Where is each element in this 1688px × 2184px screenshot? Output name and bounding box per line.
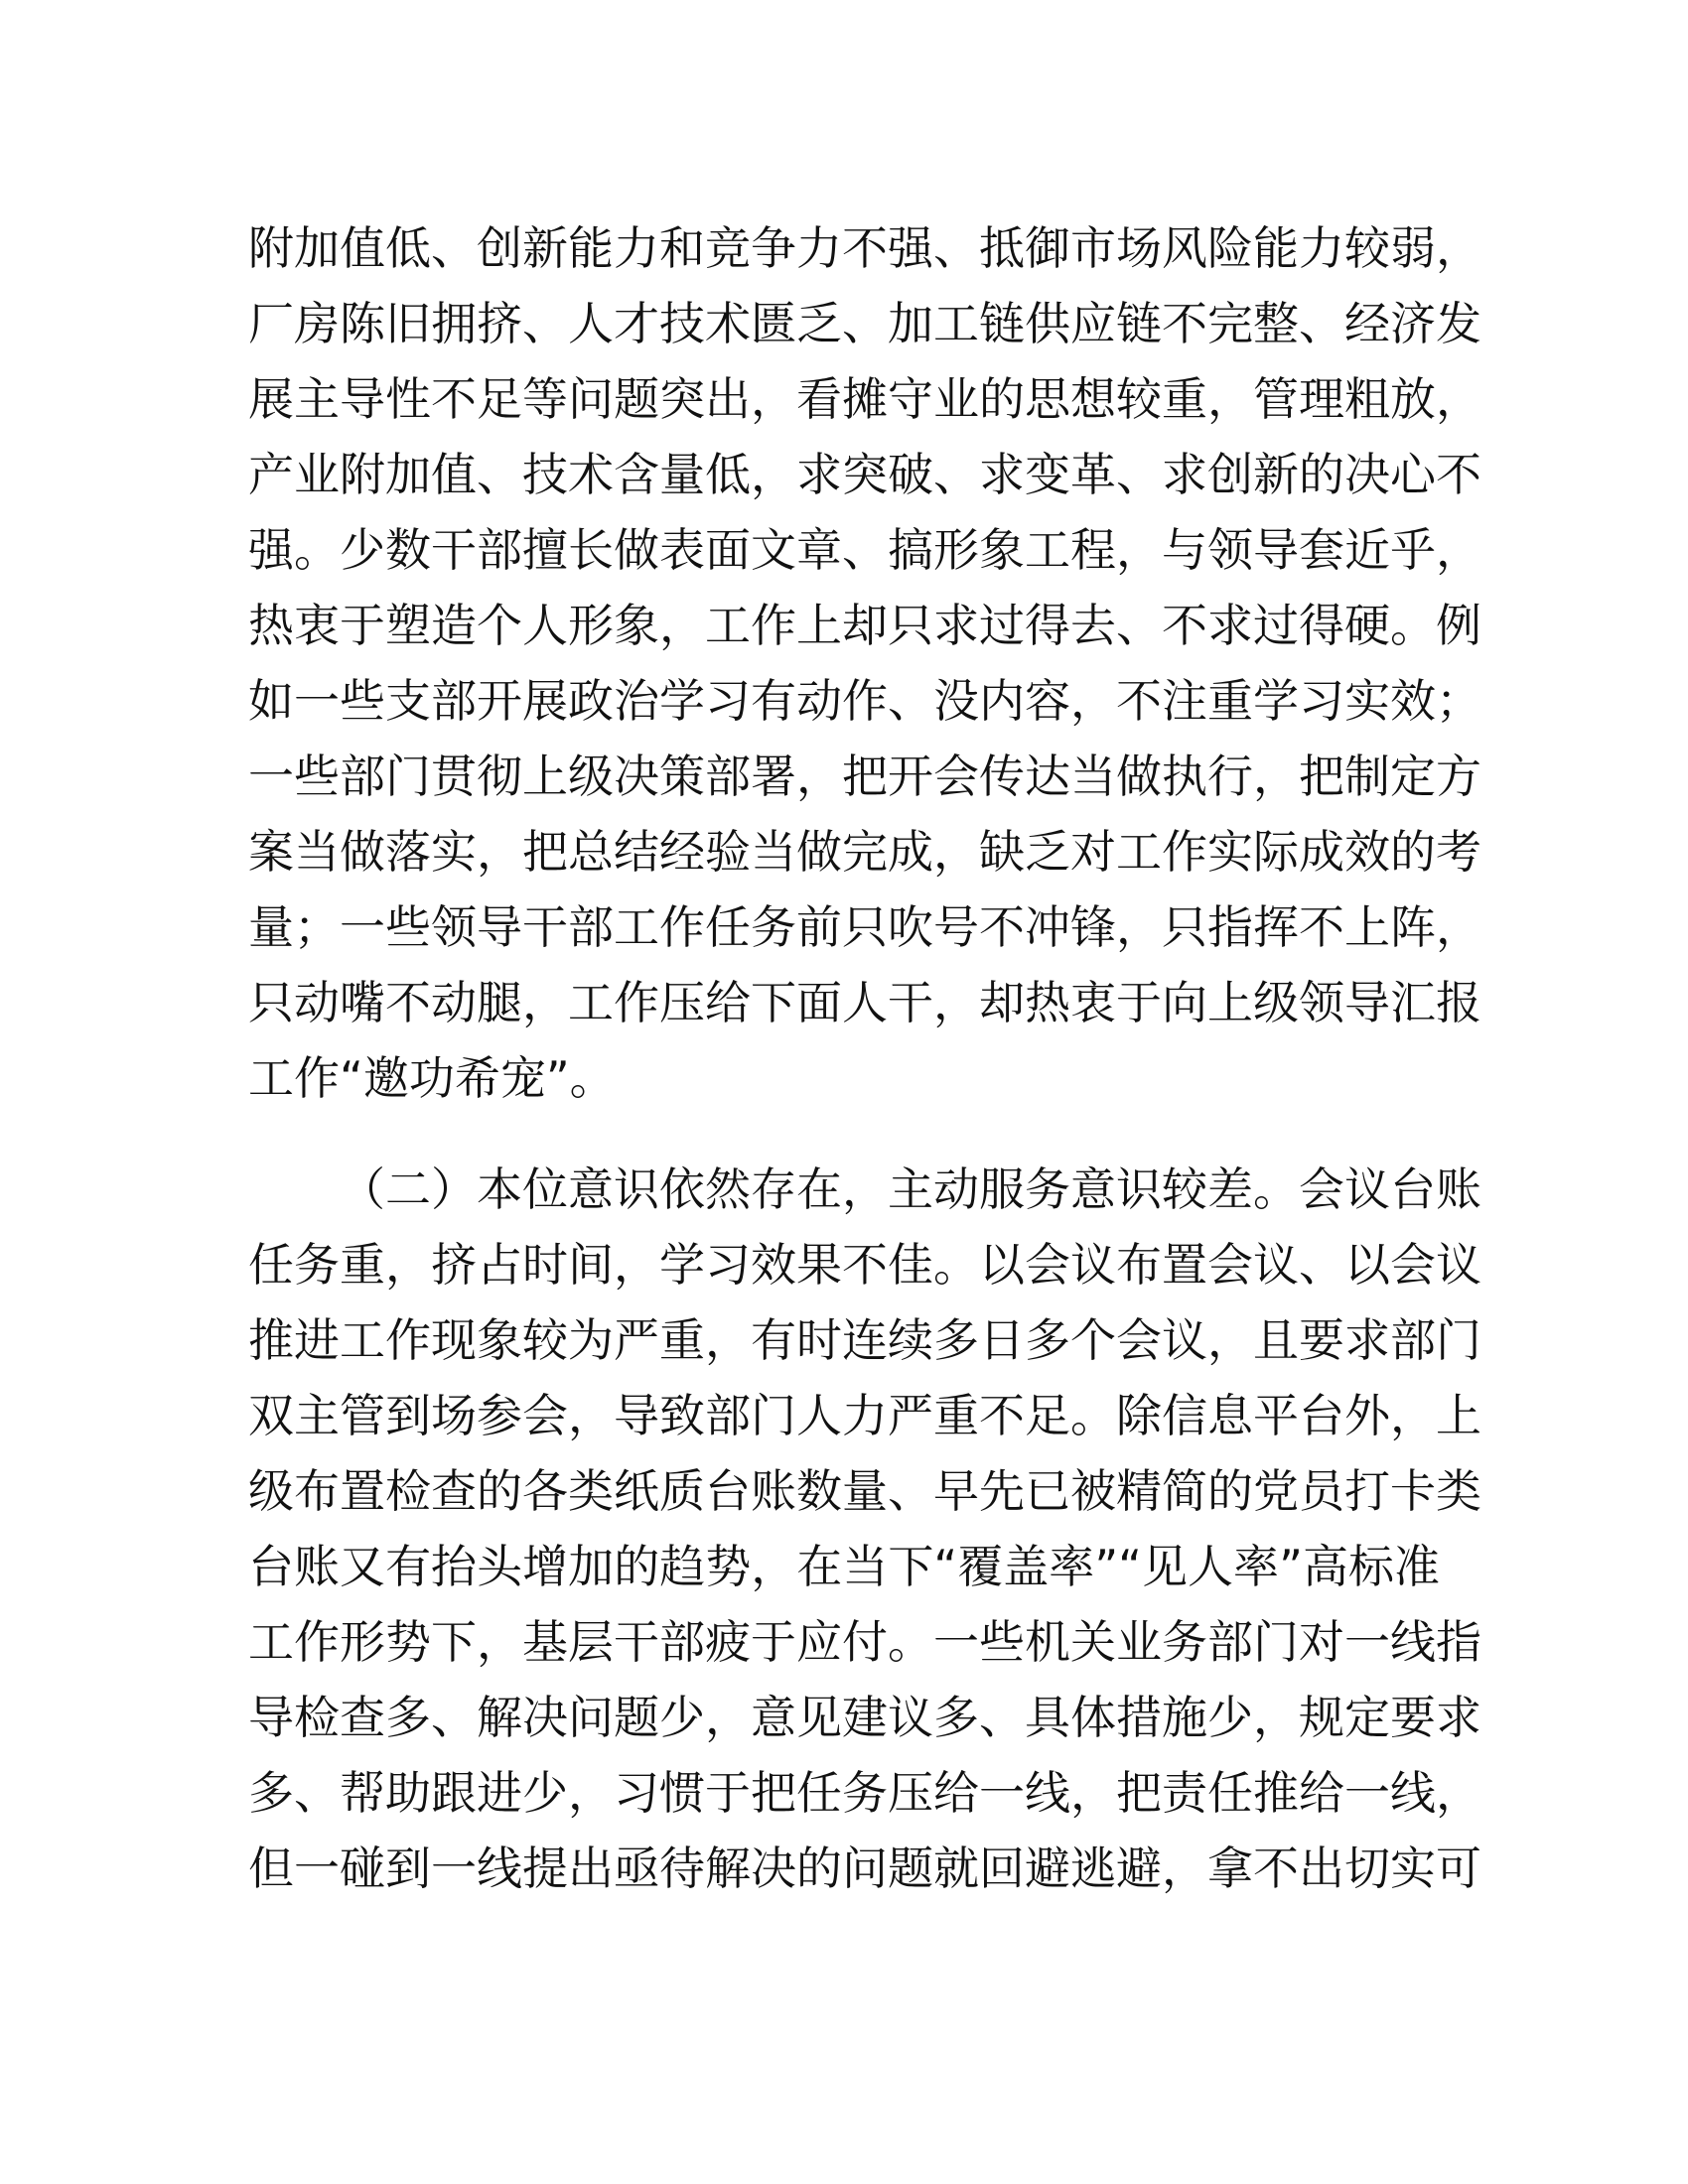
paragraph-line: 台账又有抬头增加的趋势，在当下“覆盖率”“见人率”高标准: [248, 1540, 1440, 1593]
paragraph-line: 但一碰到一线提出亟待解决的问题就回避逃避，拿不出切实可: [248, 1842, 1481, 1895]
paragraph-line: 推进工作现象较为严重，有时连续多日多个会议，且要求部门: [248, 1313, 1481, 1367]
paragraph-line: 量；一些领导干部工作任务前只吹号不冲锋，只指挥不上阵，: [248, 900, 1481, 954]
paragraph-line: 案当做落实，把总结经验当做完成，缺乏对工作实际成效的考: [248, 825, 1481, 879]
paragraph-line: 只动嘴不动腿，工作压给下面人干，却热衷于向上级领导汇报: [248, 976, 1481, 1029]
paragraph-line: 强。少数干部擅长做表面文章、搞形象工程，与领导套近乎，: [248, 523, 1481, 577]
paragraph-2: [248, 1152, 1481, 1906]
paragraph-line: 热衷于塑造个人形象，工作上却只求过得去、不求过得硬。例: [248, 599, 1481, 652]
paragraph-line: 一些部门贯彻上级决策部署，把开会传达当做执行，把制定方: [248, 750, 1481, 803]
paragraph-line: 级布置检查的各类纸质台账数量、早先已被精简的党员打卡类: [248, 1464, 1481, 1518]
paragraph-line: 导检查多、解决问题少，意见建议多、具体措施少，规定要求: [248, 1691, 1481, 1744]
paragraph-line: 产业附加值、技术含量低，求突破、求变革、求创新的决心不: [248, 448, 1481, 501]
paragraph-line: 多、帮助跟进少，习惯于把任务压给一线，把责任推给一线，: [248, 1766, 1481, 1820]
paragraph-line: 展主导性不足等问题突出，看摊守业的思想较重，管理粗放，: [248, 372, 1481, 426]
paragraph-line: 如一些支部开展政治学习有动作、没内容，不注重学习实效；: [248, 674, 1481, 728]
section-heading-line: （二）本位意识依然存在，主动服务意识较差。会议台账: [340, 1162, 1481, 1216]
paragraph-1: [248, 210, 1481, 1116]
paragraph-line: 工作“邀功希宠”。: [248, 1051, 616, 1105]
paragraph-line: 双主管到场参会，导致部门人力严重不足。除信息平台外，上: [248, 1389, 1481, 1442]
paragraph-line: 任务重，挤占时间，学习效果不佳。以会议布置会议、以会议: [248, 1238, 1481, 1292]
paragraph-line: 附加值低、创新能力和竞争力不强、抵御市场风险能力较弱，: [248, 221, 1481, 275]
paragraph-line: 工作形势下，基层干部疲于应付。一些机关业务部门对一线指: [248, 1615, 1481, 1669]
paragraph-line: 厂房陈旧拥挤、人才技术匮乏、加工链供应链不完整、经济发: [248, 297, 1481, 350]
